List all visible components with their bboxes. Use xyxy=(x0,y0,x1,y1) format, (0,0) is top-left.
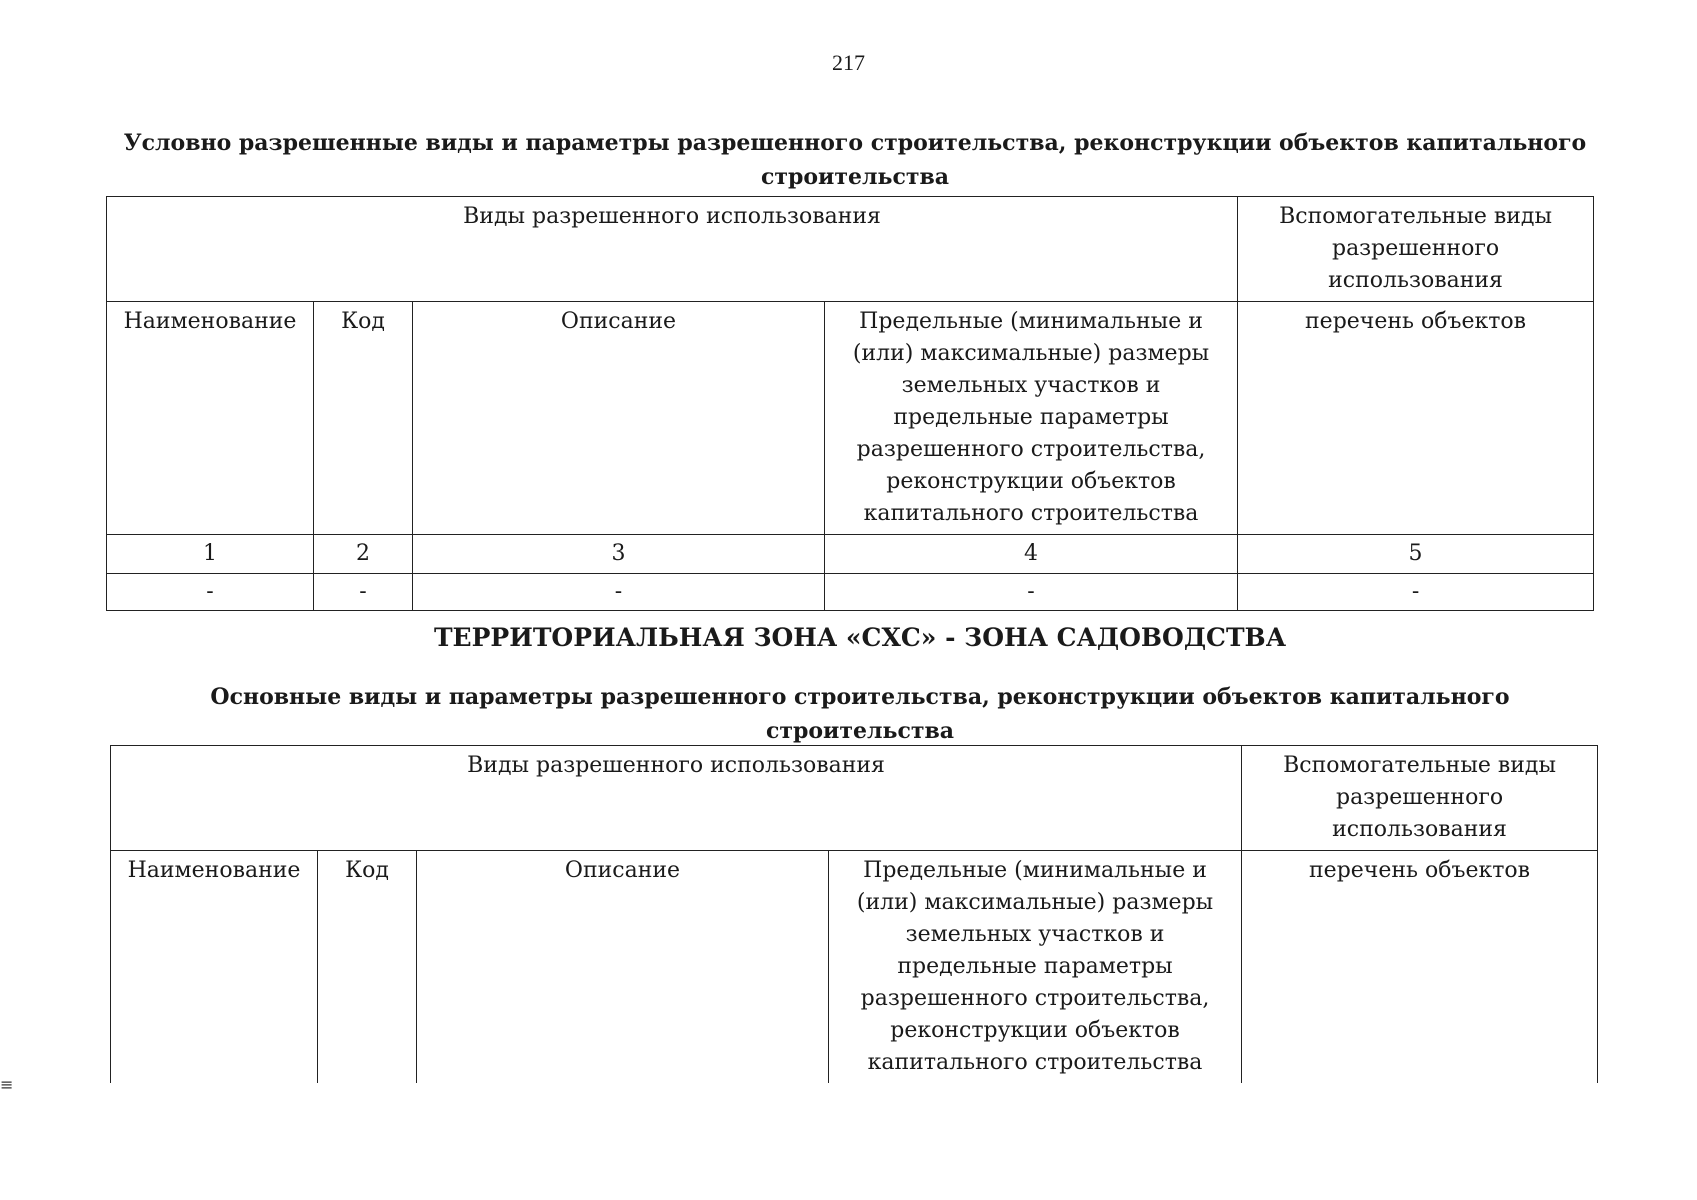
col-description: Описание xyxy=(417,851,829,1084)
table-cell: - xyxy=(1238,574,1594,611)
col-code: Код xyxy=(314,302,413,535)
aux-header-cell: Вспомогательные виды разрешенного использования xyxy=(1238,197,1594,302)
col-objects: перечень объектов xyxy=(1238,302,1594,535)
col-number: 1 xyxy=(107,535,314,574)
uses-table-main xyxy=(110,745,1598,1083)
col-code: Код xyxy=(318,851,417,1084)
uses-table-conditional xyxy=(106,196,1594,611)
table-columns-row xyxy=(107,302,1594,535)
column-numbers-row xyxy=(107,535,1594,574)
table-cell: - xyxy=(413,574,825,611)
group-header-cell: Виды разрешенного использования xyxy=(111,746,1242,851)
col-name: Наименование xyxy=(111,851,318,1084)
table-columns-row xyxy=(111,851,1598,1084)
section-heading-conditional: Условно разрешенные виды и параметры разрешенного строительства, реконструкции объектов капитального строительства xyxy=(123,130,1587,190)
col-objects: перечень объектов xyxy=(1242,851,1598,1084)
table-cell: - xyxy=(314,574,413,611)
col-description: Описание xyxy=(413,302,825,535)
col-number: 3 xyxy=(413,535,825,574)
table-header-row xyxy=(107,197,1594,302)
group-header-cell: Виды разрешенного использования xyxy=(107,197,1238,302)
table-row xyxy=(107,574,1594,611)
table-cell: - xyxy=(107,574,314,611)
col-limits: Предельные (минимальные и (или) максимальные) размеры земельных участков и предельные параметры разрешенного строительства, реконструкции объектов капитального строительства xyxy=(829,851,1242,1084)
col-number: 2 xyxy=(314,535,413,574)
table-cell: - xyxy=(825,574,1238,611)
margin-mark: ≡ xyxy=(0,1075,14,1094)
col-number: 4 xyxy=(825,535,1238,574)
zone-title: ТЕРРИТОРИАЛЬНАЯ ЗОНА «СХС» - ЗОНА САДОВОДСТВА xyxy=(433,623,1287,652)
section-heading-main: Основные виды и параметры разрешенного строительства, реконструкции объектов капитального строительства xyxy=(210,684,1510,744)
col-limits: Предельные (минимальные и (или) максимальные) размеры земельных участков и предельные параметры разрешенного строительства, реконструкции объектов капитального строительства xyxy=(825,302,1238,535)
table-header-row xyxy=(111,746,1598,851)
page-number: 217 xyxy=(832,50,865,75)
col-name: Наименование xyxy=(107,302,314,535)
col-number: 5 xyxy=(1238,535,1594,574)
aux-header-cell: Вспомогательные виды разрешенного использования xyxy=(1242,746,1598,851)
